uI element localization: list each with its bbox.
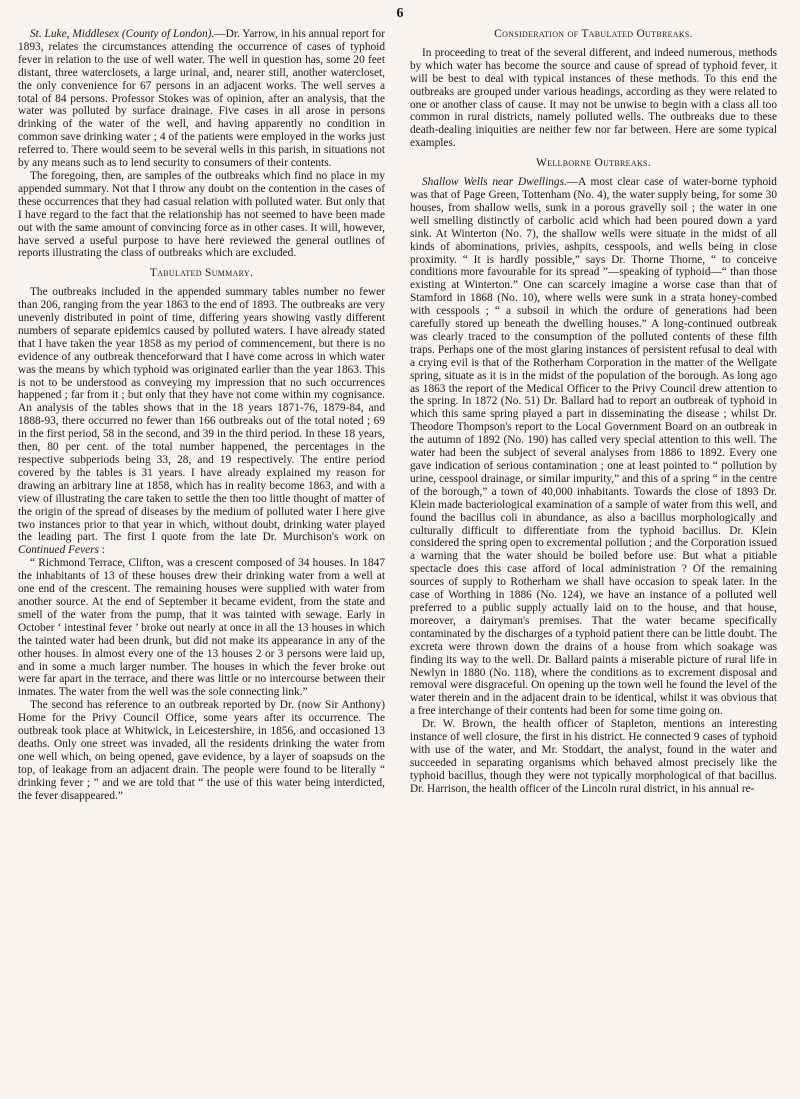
st-luke-paragraph — [18, 28, 385, 170]
paragraph-text: The outbreaks included in the appended summary tables number no fewer than 206, ranging from the year 1863 to the end of 1893. The outbreaks are very unevenly distributed in point of time, differing years showing vastly different numbers of separate epidemics caused by polluted waters. I have already stated that I have taken the year 1858 as my period of commencement, but there is no evidence of any outbreak thenceforward that I have come across in which water was the means by which typhoid was originated earlier than the year 1863. This is not to be understood as conveying my impression that no such occurrences happened ; far from it ; but only that they have not come within my cognisance. An analysis of the tables shows that in the 18 years 1871-76, 1879-84, and 1888-93, there occurred no fewer than 166 outbreaks out of the total noted ; 69 in the first period, 58 in the second, and 39 in the third period. In these 18 years, then, 80 per cent. of the total number happened, the percentages in the respective subperiods being 33, 28, and 19 respectively. The entire period covered by the tables is 31 years. I have already explained my reason for drawing an arbitrary line at 1858, which has in reality become 1863, and with a view of illustrating the care taken to settle the then too little thought of matter of the origin of the spread of diseases by the medium of polluted water I here give two instances prior to that year in which, without doubt, drinking water played the leading part. The first I quote from the late Dr. Murchison's work on — [18, 286, 385, 544]
stapleton-paragraph: Dr. W. Brown, the health officer of Stapleton, mentions an interesting instance of well closure, the first in his district. He connected 9 cases of typhoid with use of the water, and Mr. Stoddart, the analyst, found in the water and succeeded in separating organisms which behaved almost precisely like the typhoid bacillus, though they were not typically morphological of that bacillus. Dr. Harrison, the health officer of the Lincoln rural district, in his annual re- — [410, 718, 777, 795]
paragraph-text: —Dr. Yarrow, in his annual report for 1893, relates the circumstances attending the occurrence of cases of typhoid fever in relation to the use of well water. The well in question has, some 20 feet distant, three waterclosets, a large urinal, and, nearer still, another watercloset, the only convenience for 67 persons in an adjacent works. The well serves a total of 84 persons. Professor Stokes was of opinion, after an analysis, that the water was polluted by surface drainage. Five cases in all arose in persons drinking of the water of the well, and having apparently no condition in common save drinking water ; 4 of the patients were employed in the works just referred to. There would seem to be several wells in this parish, in situations not by any means such as to lend security to consumers of their contents. — [18, 28, 385, 170]
clifton-quote-paragraph: “ Richmond Terrace, Clifton, was a crescent composed of 34 houses. In 1847 the inhabitants of 13 of these houses drew their drinking water from a well at one end of the crescent. The remaining houses were supplied with water from another source. At the end of September it became evident, from the state and smell of the water from the pump, that it was tainted with sewage. Early in October ‘ intestinal fever ’ broke out nearly at once in all the 13 houses in which the tainted water had been drunk, but did not make its appearance in any of the other houses. In almost every one of the 13 houses 2 or 3 persons were laid up, and in some a much larger number. The houses in which the fever broke out were far apart in the terrace, and there was little or no intercourse between their inmates. The water from the well was the sole connecting link.” — [18, 557, 385, 699]
section-heading-wellborne: Wellborne Outbreaks. — [536, 157, 651, 170]
whitwick-paragraph: The second has reference to an outbreak reported by Dr. (now Sir Anthony) Home for the Privy Council Office, some years after its occurrence. The outbreak took place at Whitwick, in Leicestershire, in 1856, and occasioned 13 deaths. Only one street was invaded, all the residents drinking the water from one well which, on being opened, gave evidence, by a layer of soapsuds on the top, of leakage from an adjacent drain. The people were found to be literally “ drinking fever ; ” and we are told that “ the use of this water being interdicted, the fever disappeared.” — [18, 699, 385, 802]
consideration-paragraph: In proceeding to treat of the several different, and indeed numerous, methods by which water has become the source and cause of spread of typhoid fever, it will be best to deal with typical instances of these methods. To this end the outbreaks are grouped under various headings, according as they were related to one or another class of cause. It may not be unwise to begin with a class all too common in rural districts, namely polluted wells. The outbreaks due to these death-dealing iniquities are neither few nor far between. Here are some typical examples. — [410, 46, 777, 150]
summary-paragraph — [18, 286, 385, 557]
paragraph-lead: St. Luke, Middlesex (County of London). — [30, 28, 215, 40]
section-heading-tabulated-summary: Tabulated Summary. — [149, 267, 254, 280]
shallow-wells-paragraph — [410, 176, 777, 718]
page-number: 6 — [396, 6, 404, 21]
book-title: Continued Fevers — [18, 544, 99, 557]
foregoing-paragraph: The foregoing, then, are samples of the outbreaks which find no place in my appended summary. Not that I throw any doubt on the contention in the cases of these occurrences that they had casual relation with polluted water. But only that I have regard to the fact that the relationship has not seemed to have been made out with the same amount of convincing force as in other cases. It will, however, have served a useful purpose to have here reviewed the general outlines of reports illustrating the class of outbreaks which are excluded. — [18, 169, 385, 260]
paragraph-text: : — [98, 544, 105, 557]
right-column — [410, 28, 777, 796]
left-column — [18, 28, 385, 802]
paragraph-text: —A most clear case of water-borne typhoid was that of Page Green, Tottenham (No. 4), the water supply being, for some 30 houses, from shallow wells, sunk in a porous gravelly soil ; the water in one well smelling distinctly of carbolic acid which had been poured down a yard sink. At Winterton (No. 7), the shallow wells were situate in the midst of all kinds of abominations, privies, ashpits, cesspools, and wells being in close proximity. “ It is hardly possible,” says Dr. Thorne Thorne, “ to conceive conditions more favourable for its spread ”—speaking of typhoid—“ than those existing at Winterton.” One can scarcely imagine a worse case than that of Stamford in 1868 (No. 10), where wells were sunk in a strata honey-combed with cesspools ; “ a subsoil in which the ordure of generations had been carefully stored up beneath the dwelling houses.” A long-continued outbreak was clearly traced to the consumption of the polluted contents of these filth traps. Perhaps one of the most glaring instances of persistent refusal to deal with a crying evil is that of the Rotherham Corporation in the matter of the Wellgate spring, situate as it is in the midst of the population of the borough. As long ago as 1863 the report of the Medical Officer to the Privy Council drew attention to the spring. In 1872 (No. 51) Dr. Ballard had to report an outbreak of typhoid in which this same spring played a part in disseminating the disease ; whilst Dr. Theodore Thompson's report to the Local Government Board on an outbreak in the autumn of 1892 (No. 190) has called very special attention to this well. The water had been the subject of several analyses from 1886 to 1892. Every one gave indication of serious contamination ; one at least pointed to “ pollution by urine, cesspool drainage, or similar impurity,” and this of a spring “ in the centre of the borough,” a town of 40,000 inhabitants. Towards the close of 1893 Dr. Klein made bacteriological examination of a sample of water from this well, and found the bacillus coli in abundance, as also a bacillus morphologically and culturally difficult to differentiate from the typhoid bacillus. Dr. Klein considered the spring open to excremental pollution ; and the Corporation issued a warning that the water should be boiled before use. But what a pitiable spectacle does this case afford of local administration ? Of the remaining sources of supply to Rotherham we shall have occasion to speak later. In the case of Worthing in 1886 (No. 124), we have an instance of a polluted well preferred to a public supply actually laid on to the house, and that house, moreover, a dairyman's premises. That the water became specifically contaminated by the discharges of a typhoid patient there can be little doubt. The excreta were thrown down the drains of a house from which soakage was finding its way to the well. Dr. Ballard paints a miserable picture of rural life in Newlyn in 1880 (No. 118), where the conditions as to excrement disposal and removal were disgraceful. On opening up the town well he found the level of the water therein and in the adjacent drain to be identical, whilst it was obvious that a free interchange of their contents had been for some time going on. — [410, 176, 777, 718]
section-heading-consideration: Consideration of Tabulated Outbreaks. — [494, 28, 693, 40]
paragraph-lead: Shallow Wells near Dwellings. — [422, 176, 567, 189]
